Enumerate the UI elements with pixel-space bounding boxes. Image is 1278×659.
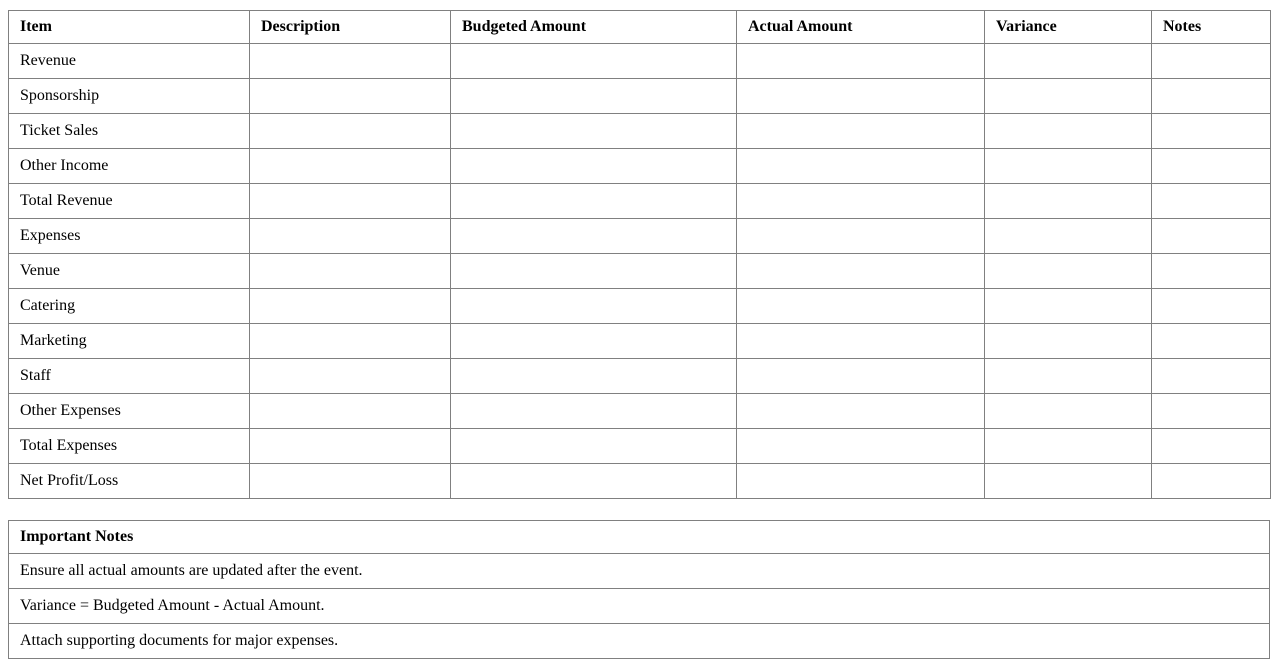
cell-variance — [985, 359, 1152, 394]
budget-table — [8, 10, 1271, 499]
cell-notes — [1152, 184, 1271, 219]
cell-variance — [985, 324, 1152, 359]
cell-actual-amount — [737, 254, 985, 289]
cell-notes — [1152, 359, 1271, 394]
column-header-actual-amount: Actual Amount — [737, 11, 985, 44]
cell-budgeted-amount — [451, 149, 737, 184]
column-header-budgeted-amount: Budgeted Amount — [451, 11, 737, 44]
cell-description — [250, 254, 451, 289]
cell-actual-amount — [737, 44, 985, 79]
budget-row-expenses — [9, 219, 1271, 254]
cell-description — [250, 114, 451, 149]
column-header-variance: Variance — [985, 11, 1152, 44]
cell-notes — [1152, 114, 1271, 149]
cell-actual-amount — [737, 394, 985, 429]
budget-row-other-income — [9, 149, 1271, 184]
note-text: Attach supporting documents for major expenses. — [9, 624, 1270, 659]
row-item-label: Total Expenses — [9, 429, 250, 464]
row-item-label: Marketing — [9, 324, 250, 359]
cell-budgeted-amount — [451, 394, 737, 429]
column-header-notes: Notes — [1152, 11, 1271, 44]
budget-row-ticket-sales — [9, 114, 1271, 149]
cell-notes — [1152, 79, 1271, 114]
cell-notes — [1152, 429, 1271, 464]
cell-variance — [985, 464, 1152, 499]
cell-budgeted-amount — [451, 464, 737, 499]
budget-row-catering — [9, 289, 1271, 324]
cell-variance — [985, 44, 1152, 79]
cell-budgeted-amount — [451, 219, 737, 254]
cell-budgeted-amount — [451, 289, 737, 324]
cell-budgeted-amount — [451, 254, 737, 289]
cell-description — [250, 464, 451, 499]
cell-notes — [1152, 289, 1271, 324]
column-header-item: Item — [9, 11, 250, 44]
important-notes-table — [8, 520, 1270, 659]
cell-notes — [1152, 254, 1271, 289]
cell-variance — [985, 114, 1152, 149]
cell-budgeted-amount — [451, 359, 737, 394]
row-item-label: Ticket Sales — [9, 114, 250, 149]
cell-actual-amount — [737, 464, 985, 499]
row-item-label: Staff — [9, 359, 250, 394]
cell-variance — [985, 289, 1152, 324]
row-item-label: Revenue — [9, 44, 250, 79]
cell-budgeted-amount — [451, 324, 737, 359]
cell-notes — [1152, 219, 1271, 254]
cell-variance — [985, 184, 1152, 219]
row-item-label: Other Expenses — [9, 394, 250, 429]
row-item-label: Other Income — [9, 149, 250, 184]
column-header-description: Description — [250, 11, 451, 44]
cell-description — [250, 44, 451, 79]
note-row — [9, 554, 1270, 589]
cell-notes — [1152, 44, 1271, 79]
row-item-label: Net Profit/Loss — [9, 464, 250, 499]
budget-row-marketing — [9, 324, 1271, 359]
budget-row-venue — [9, 254, 1271, 289]
notes-header: Important Notes — [9, 521, 1270, 554]
budget-row-total-revenue — [9, 184, 1271, 219]
cell-budgeted-amount — [451, 114, 737, 149]
note-text: Variance = Budgeted Amount - Actual Amount. — [9, 589, 1270, 624]
cell-actual-amount — [737, 324, 985, 359]
cell-actual-amount — [737, 429, 985, 464]
note-text: Ensure all actual amounts are updated after the event. — [9, 554, 1270, 589]
cell-variance — [985, 394, 1152, 429]
cell-variance — [985, 79, 1152, 114]
budget-row-revenue — [9, 44, 1271, 79]
cell-description — [250, 289, 451, 324]
row-item-label: Venue — [9, 254, 250, 289]
cell-budgeted-amount — [451, 79, 737, 114]
budget-row-staff — [9, 359, 1271, 394]
row-item-label: Sponsorship — [9, 79, 250, 114]
cell-description — [250, 429, 451, 464]
cell-description — [250, 79, 451, 114]
cell-variance — [985, 219, 1152, 254]
budget-row-total-expenses — [9, 429, 1271, 464]
cell-budgeted-amount — [451, 44, 737, 79]
cell-notes — [1152, 324, 1271, 359]
note-row — [9, 624, 1270, 659]
cell-notes — [1152, 149, 1271, 184]
cell-actual-amount — [737, 219, 985, 254]
budget-row-sponsorship — [9, 79, 1271, 114]
cell-actual-amount — [737, 289, 985, 324]
cell-description — [250, 359, 451, 394]
cell-actual-amount — [737, 359, 985, 394]
cell-budgeted-amount — [451, 429, 737, 464]
cell-description — [250, 184, 451, 219]
row-item-label: Total Revenue — [9, 184, 250, 219]
budget-row-other-expenses — [9, 394, 1271, 429]
cell-notes — [1152, 464, 1271, 499]
cell-variance — [985, 149, 1152, 184]
row-item-label: Catering — [9, 289, 250, 324]
notes-header-row — [9, 521, 1270, 554]
cell-variance — [985, 429, 1152, 464]
cell-description — [250, 149, 451, 184]
budget-row-net-profit-loss — [9, 464, 1271, 499]
budget-header-row — [9, 11, 1271, 44]
cell-actual-amount — [737, 149, 985, 184]
cell-variance — [985, 254, 1152, 289]
cell-description — [250, 219, 451, 254]
cell-actual-amount — [737, 184, 985, 219]
cell-description — [250, 324, 451, 359]
cell-actual-amount — [737, 114, 985, 149]
cell-description — [250, 394, 451, 429]
cell-notes — [1152, 394, 1271, 429]
cell-actual-amount — [737, 79, 985, 114]
cell-budgeted-amount — [451, 184, 737, 219]
note-row — [9, 589, 1270, 624]
row-item-label: Expenses — [9, 219, 250, 254]
